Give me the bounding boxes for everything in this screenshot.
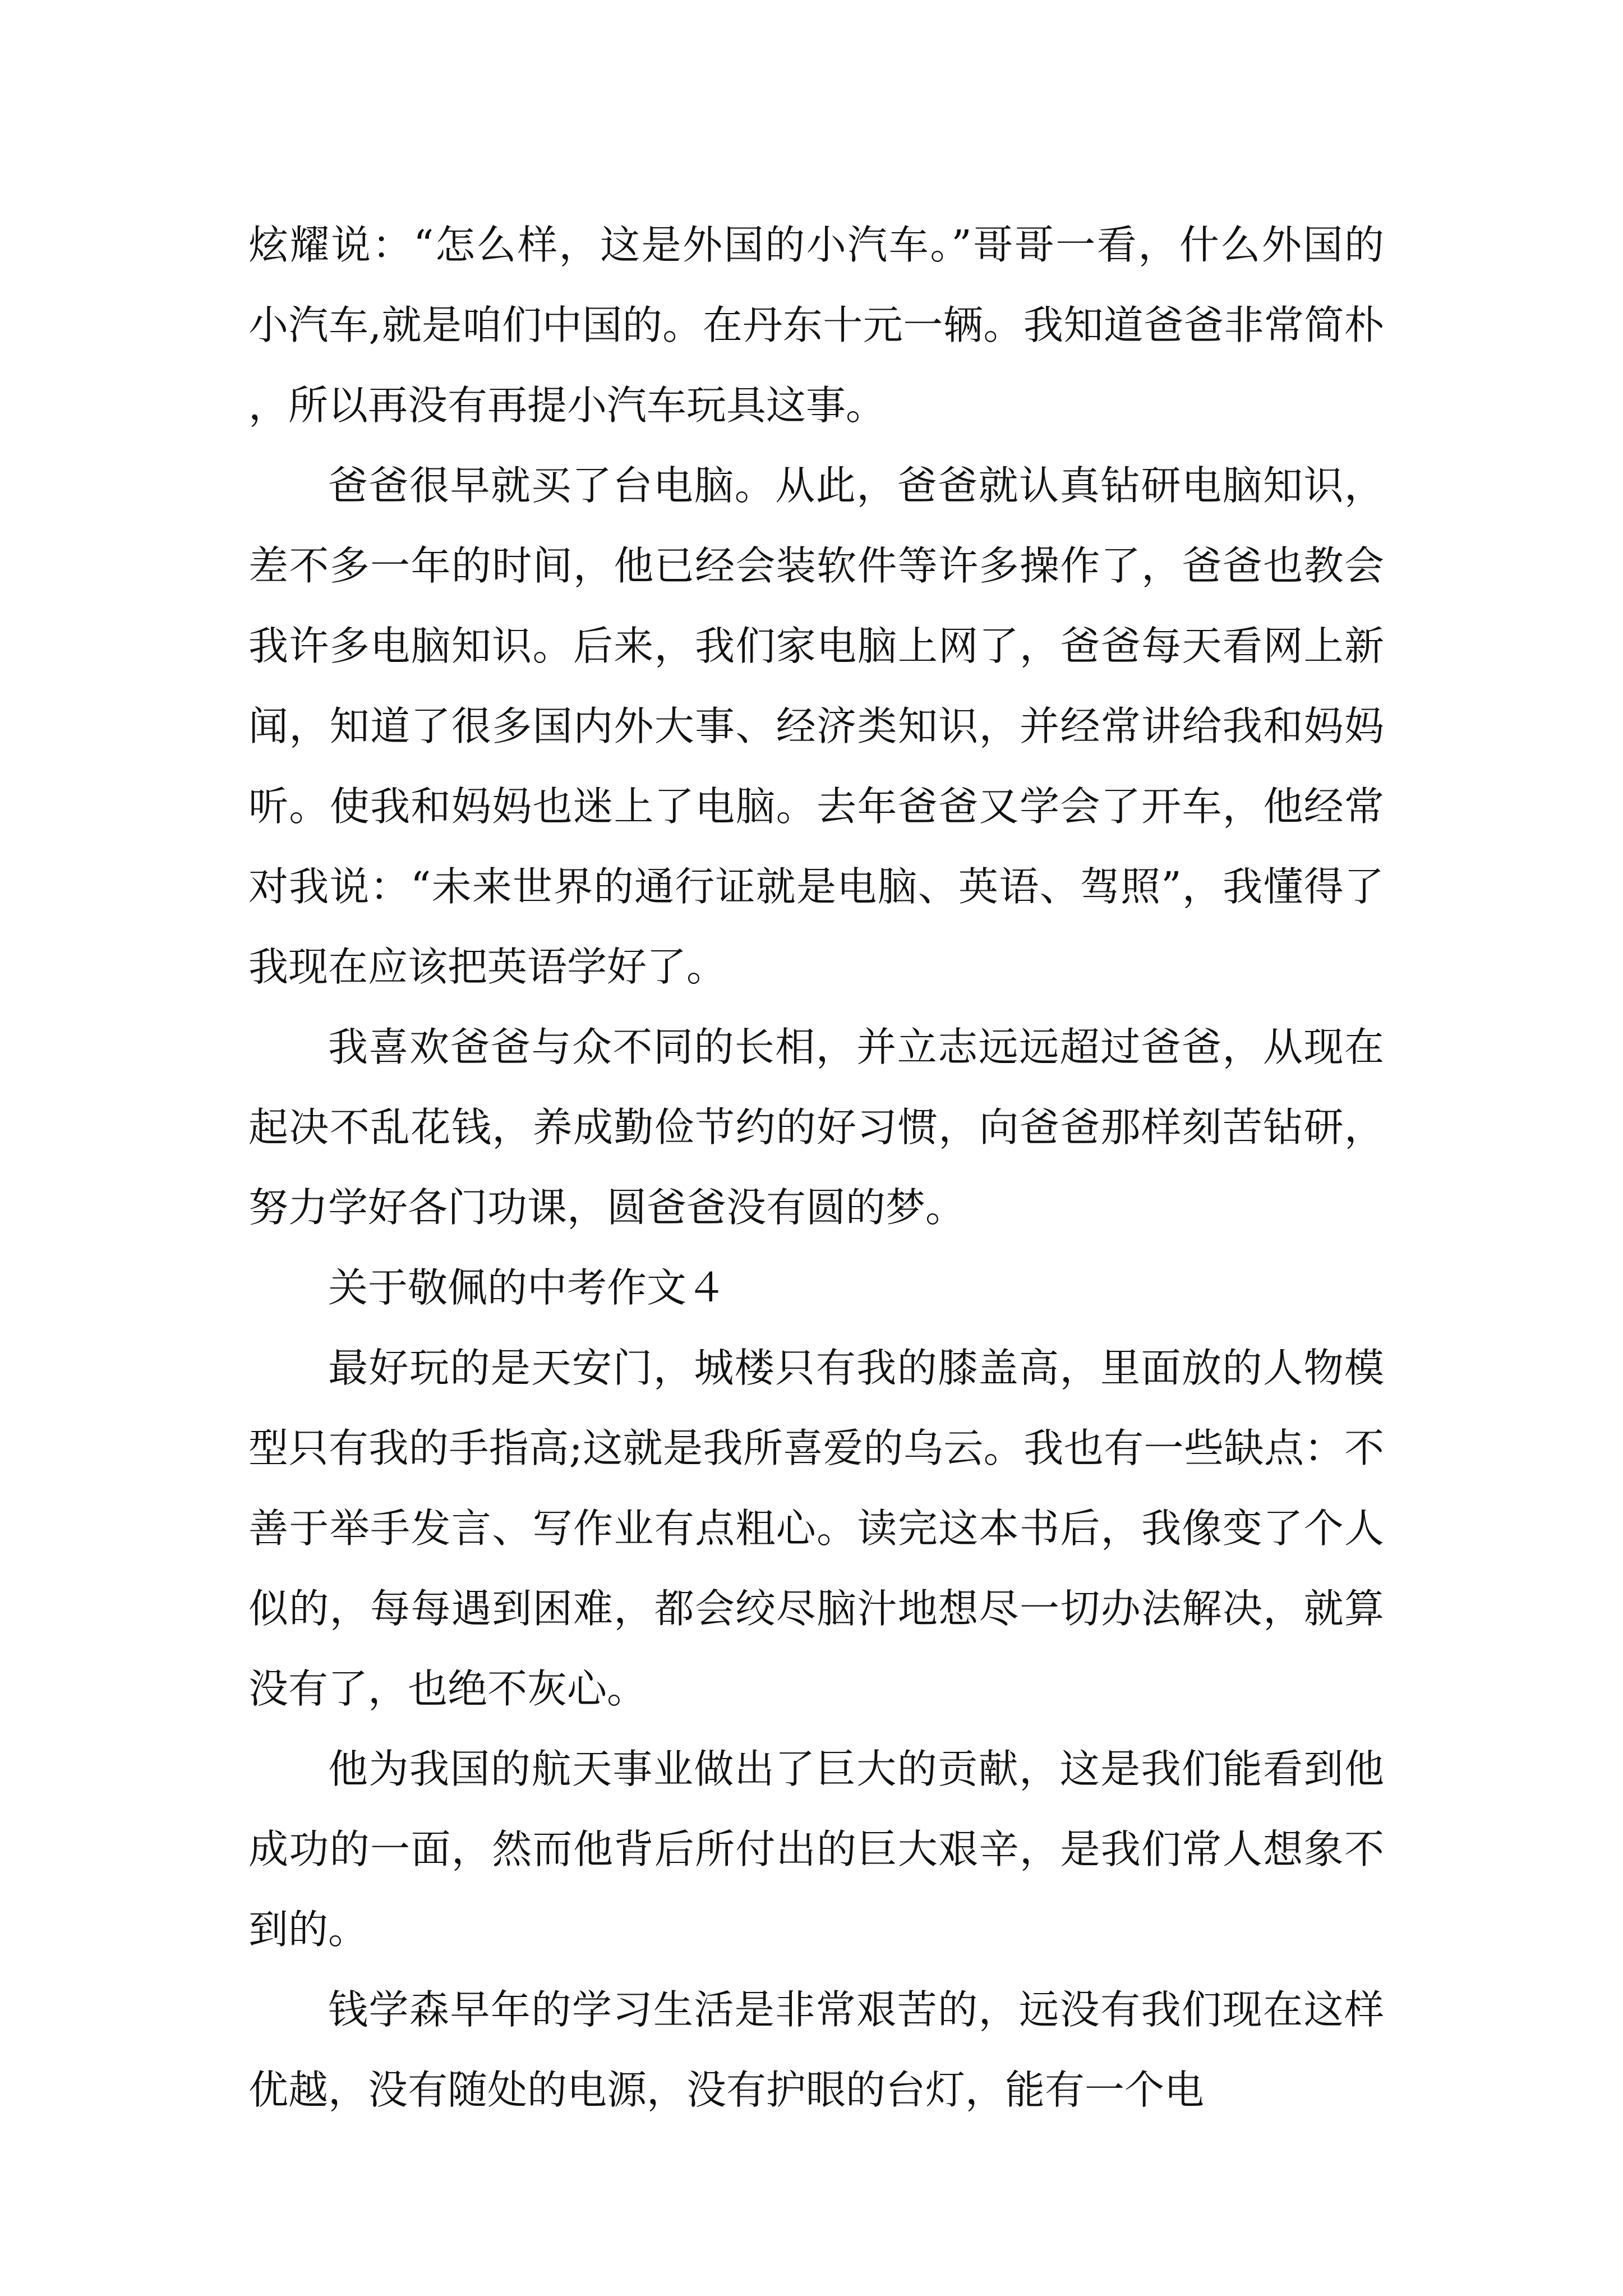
- paragraph-5: 他为我国的航天事业做出了巨大的贡献，这是我们能看到他成功的一面，然而他背后所付出的巨大艰辛，是我们常人想象不到的。: [248, 1746, 1384, 1953]
- paragraph-1: 炫耀说：“怎么样，这是外国的小汽车。”哥哥一看，什么外国的小汽车,就是咱们中国的。在丹东十元一辆。我知道爸爸非常简朴，所以再没有再提小汽车玩具这事。: [248, 222, 1384, 429]
- paragraph-4: 最好玩的是天安门，城楼只有我的膝盖高，里面放的人物模型只有我的手指高;这就是我所喜爱的乌云。我也有一些缺点：不善于举手发言、写作业有点粗心。读完这本书后，我像变了个人似的，每每遇到困难，都会绞尽脑汁地想尽一切办法解决，就算没有了，也绝不灰心。: [248, 1345, 1384, 1712]
- paragraph-2: 爸爸很早就买了台电脑。从此，爸爸就认真钻研电脑知识，差不多一年的时间，他已经会装软件等许多操作了，爸爸也教会我许多电脑知识。后来，我们家电脑上网了，爸爸每天看网上新闻，知道了很多国内外大事、经济类知识，并经常讲给我和妈妈听。使我和妈妈也迷上了电脑。去年爸爸又学会了开车，他经常对我说：“未来世界的通行证就是电脑、英语、驾照”，我懂得了我现在应该把英语学好了。: [248, 462, 1384, 990]
- document-page: [248, 205, 1384, 2130]
- paragraph-6: 钱学森早年的学习生活是非常艰苦的，远没有我们现在这样优越，没有随处的电源，没有护眼的台灯，能有一个电: [248, 1986, 1384, 2113]
- section-title: 关于敬佩的中考作文４: [328, 1264, 727, 1311]
- paragraph-3: 我喜欢爸爸与众不同的长相，并立志远远超过爸爸，从现在起决不乱花钱，养成勤俭节约的好习惯，向爸爸那样刻苦钻研，努力学好各门功课，圆爸爸没有圆的梦。: [248, 1024, 1384, 1231]
